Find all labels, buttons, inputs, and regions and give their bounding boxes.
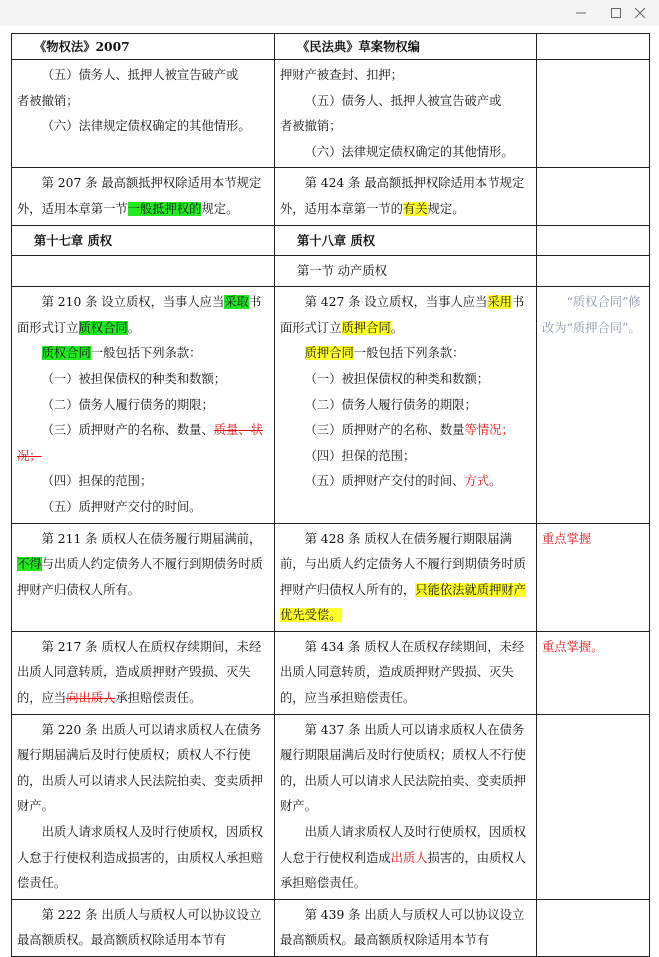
cell-left <box>12 714 275 899</box>
article-text: 第 434 条 质权人在质权存续期间，未经出质人同意转质，造成质押财产毁损、灭失的，应当承担赔偿责任。 <box>280 639 525 706</box>
article-text: （三）质押财产的名称、数量、质量、状况； <box>17 423 263 463</box>
table-header-row <box>12 34 650 60</box>
cell-note <box>537 225 650 255</box>
table-row <box>12 899 650 956</box>
section-title-mid: 第一节 动产质权 <box>275 255 537 287</box>
cell-left <box>12 899 275 956</box>
table-row <box>12 523 650 631</box>
article-text: 第 424 条 最高额抵押权除适用本节规定外，适用本章第一节的有关规定。 <box>280 176 525 216</box>
text-line: （五）质押财产交付的时间。 <box>41 499 202 514</box>
text-line: （一）被担保债权的种类和数额； <box>304 371 490 386</box>
article-text: 第 217 条 质权人在质权存续期间，未经出质人同意转质，造成质押财产毁损、灭失的，应当向出质人承担赔偿责任。 <box>17 639 262 706</box>
article-text: 第 427 条 设立质权，当事人应当采用书面形式订立质押合同。 <box>280 295 525 335</box>
article-text: 第 211 条 质权人在债务履行期届满前，不得与出质人约定债务人不履行到期债务时质押财产归债权人所有。 <box>17 531 263 597</box>
article-text: 出质人请求质权人及时行使质权，因质权人怠于行使权利造成损害的，由质权人承担赔偿责任。 <box>17 825 263 891</box>
article-text: 第 428 条 质权人在债务履行期限届满前，与出质人约定债务人不履行到期债务时质押财产归债权人所有的，只能依法就质押财产优先受偿。 <box>280 531 526 623</box>
cell-mid <box>275 631 537 714</box>
table-row <box>12 714 650 899</box>
table-row <box>12 631 650 714</box>
cell-note <box>537 714 650 899</box>
text-line: （一）被担保债权的种类和数额； <box>41 371 227 386</box>
chapter-title-left: 第十七章 质权 <box>12 225 275 255</box>
highlight-yellow: 有关 <box>402 201 428 216</box>
highlight-green: 一般抵押权的 <box>127 201 202 216</box>
note-text: 重点掌握。 <box>542 639 604 654</box>
text-line: （五）债务人、抵押人被宣告破产或 <box>304 93 502 108</box>
window-titlebar <box>0 0 659 26</box>
article-text: 第 437 条 出质人可以请求质权人在债务履行期限届满后及时行使质权；质权人不行使的，出质人可以请求人民法院拍卖、变卖质押财产。 <box>280 722 526 814</box>
close-icon[interactable] <box>621 0 659 26</box>
cell-left <box>12 60 275 168</box>
cell-note <box>537 287 650 523</box>
article-text: 质押合同一般包括下列条款： <box>304 346 465 361</box>
article-text: （五）质押财产交付的时间、方式。 <box>304 474 502 489</box>
table-row <box>12 225 650 255</box>
article-text: 质权合同一般包括下列条款： <box>41 346 202 361</box>
table-row <box>12 168 650 225</box>
table-row <box>12 60 650 168</box>
comparison-table <box>11 33 650 957</box>
cell-note <box>537 60 650 168</box>
cell-left <box>12 523 275 631</box>
cell-mid <box>275 168 537 225</box>
article-text: 第 222 条 出质人与质权人可以协议设立最高额质权。最高额质权除适用本节有 <box>17 907 262 948</box>
cell-mid <box>275 287 537 523</box>
cell-note <box>537 899 650 956</box>
text-line: （四）担保的范围； <box>41 474 153 489</box>
cell-note <box>537 523 650 631</box>
text-line: 者被撤销； <box>280 119 342 134</box>
article-text: 出质人请求质权人及时行使质权，因质权人怠于行使权利造成出质人损害的，由质权人承担赔偿责任。 <box>280 825 526 891</box>
text-line: （二）债务人履行债务的期限； <box>41 397 214 412</box>
cell-left <box>12 287 275 523</box>
text-line: 者被撤销； <box>17 93 79 108</box>
article-text: （三）质押财产的名称、数量等情况； <box>304 423 514 438</box>
chapter-title-mid: 第十八章 质权 <box>275 225 537 255</box>
cell-note <box>537 168 650 225</box>
cell-mid <box>275 714 537 899</box>
article-text: 第 220 条 出质人可以请求质权人在债务履行期届满后及时行使质权；质权人不行使的，出质人可以请求人民法院拍卖、变卖质押财产。 <box>17 722 263 814</box>
article-text: 第 207 条 最高额抵押权除适用本节规定外，适用本章第一节一般抵押权的规定。 <box>17 176 262 216</box>
note-text: “质权合同”修改为“质押合同”。 <box>542 295 641 335</box>
cell-mid <box>275 60 537 168</box>
table-row <box>12 255 650 287</box>
text-line: （五）债务人、抵押人被宣告破产或 <box>41 68 239 82</box>
cell-left <box>12 168 275 225</box>
note-text: 重点掌握 <box>542 531 592 546</box>
article-text: 第 210 条 设立质权，当事人应当采取书面形式订立质权合同。 <box>17 295 262 335</box>
header-left: 《物权法》2007 <box>12 34 275 60</box>
deleted-text: 质量、状况； <box>17 423 263 463</box>
text-line: （四）担保的范围； <box>304 448 416 463</box>
article-text: 第 439 条 出质人与质权人可以协议设立最高额质权。最高额质权除适用本节有 <box>280 907 525 948</box>
minimize-icon[interactable] <box>562 0 600 26</box>
text-line: （六）法律规定债权确定的其他情形。 <box>41 119 251 134</box>
cell-note <box>537 631 650 714</box>
cell-left <box>12 631 275 714</box>
cell-left <box>12 255 275 287</box>
cell-mid <box>275 899 537 956</box>
text-line: （二）债务人履行债务的期限； <box>304 397 477 412</box>
cell-note <box>537 255 650 287</box>
header-right <box>537 34 650 60</box>
table-row <box>12 287 650 523</box>
header-mid: 《民法典》草案物权编 <box>275 34 537 60</box>
text-line: （六）法律规定债权确定的其他情形。 <box>304 144 514 159</box>
cell-mid <box>275 523 537 631</box>
text-line: 押财产被查封、扣押； <box>280 68 403 82</box>
